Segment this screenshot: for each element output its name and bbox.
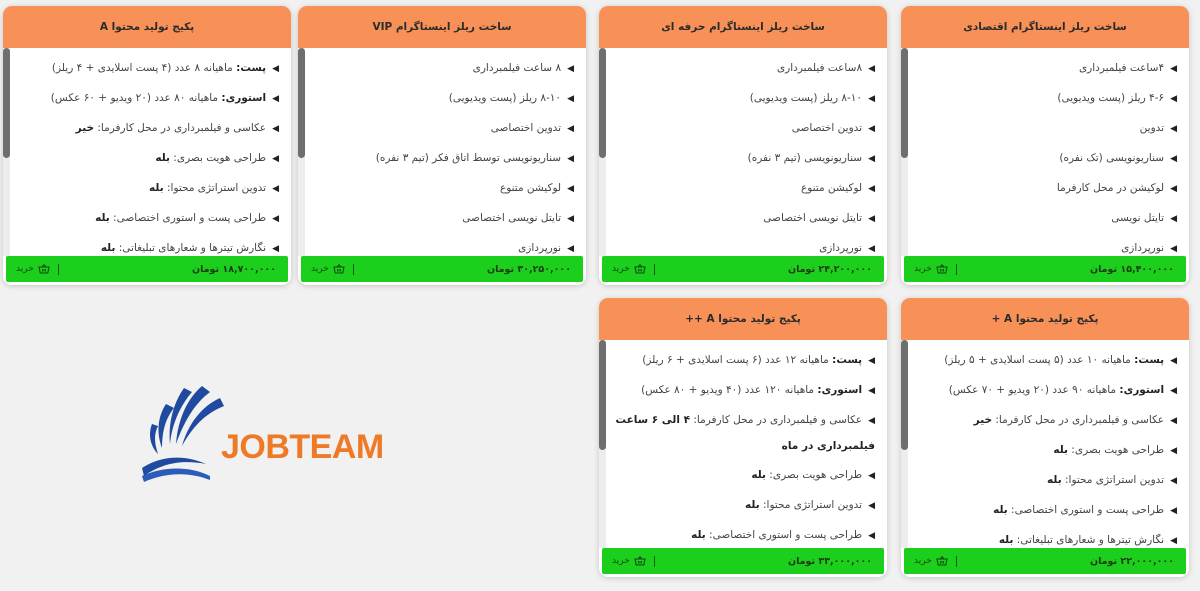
bullet-arrow-icon: ◀: [1170, 416, 1177, 426]
scrollbar[interactable]: [3, 48, 10, 256]
feature-key: استوری:: [221, 92, 267, 104]
bullet-arrow-icon: ◀: [1170, 94, 1177, 104]
feature-key: پست:: [1134, 354, 1165, 366]
buy-label: خرید: [311, 264, 329, 274]
feature-text: ماهیانه ۸۰ عدد (۲۰ ویدیو + ۶۰ عکس): [50, 92, 222, 104]
card-body: [298, 48, 586, 256]
feature-text: عکاسی و فیلمبرداری در محل کارفرما:: [992, 414, 1165, 426]
bullet-arrow-icon: ◀: [868, 154, 875, 164]
feature-item: [915, 376, 1177, 406]
feature-list: [599, 48, 887, 256]
feature-text: تدوین اختصاصی: [490, 122, 562, 134]
jobteam-logo: [140, 384, 390, 488]
bullet-arrow-icon: ◀: [868, 386, 875, 396]
feature-text: ۸-۱۰ ریلز (پست ویدیویی): [448, 92, 562, 104]
feature-text: طراحی هویت بصری:: [765, 469, 863, 481]
feature-item: [613, 234, 875, 256]
bullet-arrow-icon: ◀: [1170, 124, 1177, 134]
feature-text: ماهیانه ۱۲۰ عدد (۴۰ ویدیو + ۸۰ عکس): [641, 384, 818, 396]
basket-icon: [936, 556, 948, 566]
feature-item: [915, 406, 1177, 436]
feature-item: [613, 144, 875, 174]
bullet-arrow-icon: ◀: [1170, 536, 1177, 546]
feature-value: بله: [998, 534, 1014, 546]
feature-text: ۸ ساعت فیلمبرداری: [472, 62, 562, 74]
feature-item: [613, 54, 875, 84]
feature-value: بله: [149, 182, 164, 194]
price: ۲۲,۰۰۰,۰۰۰ تومان: [1090, 555, 1174, 567]
bullet-arrow-icon: ◀: [1170, 214, 1177, 224]
card-title: ساخت ریلز اینستاگرام VIP: [298, 6, 586, 48]
pricing-card-content-a-plus-plus: [599, 298, 887, 577]
feature-text: تدوین استراتژی محتوا:: [1061, 474, 1165, 486]
feature-item: [613, 174, 875, 204]
feature-item: [17, 84, 279, 114]
bullet-arrow-icon: ◀: [272, 64, 279, 74]
feature-value: ۴ الی ۶ ساعت فیلمبرداری در ماه: [615, 414, 875, 452]
feature-item: [613, 376, 875, 406]
feature-list: [298, 48, 586, 256]
bullet-arrow-icon: ◀: [1170, 184, 1177, 194]
feature-list: [599, 340, 887, 548]
bullet-arrow-icon: ◀: [567, 64, 574, 74]
pricing-card-reels-vip: [298, 6, 586, 285]
bullet-arrow-icon: ◀: [1170, 506, 1177, 516]
feature-text: ماهیانه ۸ عدد (۴ پست اسلایدی + ۴ ریلز): [51, 62, 237, 74]
bullet-arrow-icon: ◀: [567, 244, 574, 254]
feature-text: طراحی هویت بصری:: [1067, 444, 1165, 456]
feature-text: نورپردازی: [518, 242, 562, 254]
basket-icon: [634, 556, 646, 566]
feature-value: بله: [751, 469, 766, 481]
separator: [956, 264, 957, 275]
buy-label: خرید: [914, 556, 932, 566]
bullet-arrow-icon: ◀: [1170, 476, 1177, 486]
buy-button[interactable]: [311, 264, 354, 275]
card-footer: [602, 548, 884, 574]
feature-text: لوکیشن متنوع: [800, 182, 863, 194]
scrollbar-thumb[interactable]: [901, 340, 908, 450]
buy-label: خرید: [16, 264, 34, 274]
bullet-arrow-icon: ◀: [567, 184, 574, 194]
bullet-arrow-icon: ◀: [567, 124, 574, 134]
feature-text: عکاسی و فیلمبرداری در محل کارفرما:: [690, 414, 863, 426]
feature-text: ۴-۶ ریلز (پست ویدیویی): [1057, 92, 1165, 104]
feature-item: [613, 521, 875, 548]
feature-list: [901, 340, 1189, 548]
feature-item: [915, 526, 1177, 548]
feature-text: ماهیانه ۱۰ عدد (۵ پست اسلایدی + ۵ ریلز): [944, 354, 1135, 366]
price: ۱۵,۴۰۰,۰۰۰ تومان: [1090, 263, 1174, 275]
bullet-arrow-icon: ◀: [272, 184, 279, 194]
buy-label: خرید: [914, 264, 932, 274]
separator: [353, 264, 354, 275]
feature-text: تدوین استراتژی محتوا:: [759, 499, 863, 511]
feature-text: نگارش تیترها و شعارهای تبلیغاتی:: [1013, 534, 1165, 546]
feature-item: [613, 491, 875, 521]
feature-key: استوری:: [1119, 384, 1165, 396]
price: ۳۳,۰۰۰,۰۰۰ تومان: [788, 555, 872, 567]
feature-item: [312, 234, 574, 256]
scrollbar[interactable]: [599, 48, 606, 256]
separator: [58, 264, 59, 275]
feature-item: [17, 114, 279, 144]
buy-button[interactable]: [914, 264, 957, 275]
basket-icon: [38, 264, 50, 274]
price: ۳۰,۲۵۰,۰۰۰ تومان: [487, 263, 571, 275]
feature-text: تایتل نویسی اختصاصی: [462, 212, 562, 224]
scrollbar[interactable]: [298, 48, 305, 256]
feature-text: لوکیشن متنوع: [499, 182, 562, 194]
feature-text: طراحی هویت بصری:: [169, 152, 267, 164]
feature-value: بله: [993, 504, 1008, 516]
feature-text: سناریونویسی (تک نفره): [1059, 152, 1165, 164]
feature-text: ماهیانه ۹۰ عدد (۲۰ ویدیو + ۷۰ عکس): [948, 384, 1120, 396]
price: ۱۸,۷۰۰,۰۰۰ تومان: [192, 263, 276, 275]
feature-text: نورپردازی: [1121, 242, 1165, 254]
feature-item: [312, 174, 574, 204]
feature-item: [915, 84, 1177, 114]
feature-text: ۸ساعت فیلمبرداری: [776, 62, 863, 74]
feature-value: بله: [100, 242, 116, 254]
bullet-arrow-icon: ◀: [1170, 64, 1177, 74]
feature-item: [312, 84, 574, 114]
card-body: [599, 340, 887, 548]
buy-label: خرید: [612, 264, 630, 274]
feature-item: [915, 144, 1177, 174]
card-footer: [904, 256, 1186, 282]
feature-text: ۸-۱۰ ریلز (پست ویدیویی): [749, 92, 863, 104]
bullet-arrow-icon: ◀: [868, 356, 875, 366]
feature-item: [312, 204, 574, 234]
feature-item: [17, 144, 279, 174]
bullet-arrow-icon: ◀: [868, 124, 875, 134]
feature-item: [17, 234, 279, 256]
feature-item: [613, 346, 875, 376]
basket-icon: [333, 264, 345, 274]
feature-text: عکاسی و فیلمبرداری در محل کارفرما:: [94, 122, 267, 134]
bullet-arrow-icon: ◀: [868, 531, 875, 541]
buy-button[interactable]: [612, 264, 655, 275]
feature-item: [613, 204, 875, 234]
feature-text: تدوین: [1139, 122, 1165, 134]
bullet-arrow-icon: ◀: [272, 244, 279, 254]
card-footer: [602, 256, 884, 282]
feature-key: پست:: [236, 62, 267, 74]
feature-value: بله: [691, 529, 706, 541]
feature-text: ۴ساعت فیلمبرداری: [1078, 62, 1165, 74]
price: ۲۴,۲۰۰,۰۰۰ تومان: [788, 263, 872, 275]
feature-key: استوری:: [817, 384, 863, 396]
scrollbar-thumb[interactable]: [599, 48, 606, 158]
feature-text: سناریونویسی (تیم ۳ نفره): [747, 152, 863, 164]
bullet-arrow-icon: ◀: [567, 214, 574, 224]
feature-list: [3, 48, 291, 256]
separator: [956, 556, 957, 567]
bullet-arrow-icon: ◀: [1170, 446, 1177, 456]
card-footer: [301, 256, 583, 282]
bullet-arrow-icon: ◀: [868, 184, 875, 194]
card-title: پکیج تولید محتوا A +: [901, 298, 1189, 340]
feature-item: [17, 204, 279, 234]
pricing-card-content-a-plus: [901, 298, 1189, 577]
bullet-arrow-icon: ◀: [272, 94, 279, 104]
bullet-arrow-icon: ◀: [868, 244, 875, 254]
bullet-arrow-icon: ◀: [868, 64, 875, 74]
feature-text: تایتل نویسی: [1111, 212, 1165, 224]
basket-icon: [936, 264, 948, 274]
card-body: [901, 48, 1189, 256]
scrollbar-thumb[interactable]: [901, 48, 908, 158]
bullet-arrow-icon: ◀: [567, 154, 574, 164]
card-body: [599, 48, 887, 256]
feature-item: [312, 54, 574, 84]
feature-key: پست:: [832, 354, 863, 366]
buy-button[interactable]: [914, 556, 957, 567]
feature-list: [901, 48, 1189, 256]
feature-item: [915, 204, 1177, 234]
feature-text: نورپردازی: [819, 242, 863, 254]
feature-text: طراحی پست و استوری اختصاصی:: [705, 529, 863, 541]
feature-item: [312, 144, 574, 174]
feature-item: [915, 436, 1177, 466]
feature-text: تدوین اختصاصی: [791, 122, 863, 134]
scrollbar[interactable]: [901, 48, 908, 256]
buy-button[interactable]: [16, 264, 59, 275]
feature-item: [915, 496, 1177, 526]
pricing-card-content-a: [3, 6, 291, 285]
feature-item: [915, 466, 1177, 496]
feature-value: بله: [1053, 444, 1068, 456]
feature-item: [915, 114, 1177, 144]
bullet-arrow-icon: ◀: [272, 124, 279, 134]
card-title: ساخت ریلز اینستاگرام حرفه ای: [599, 6, 887, 48]
bullet-arrow-icon: ◀: [868, 416, 875, 426]
card-title: پکیج تولید محتوا A ++: [599, 298, 887, 340]
card-body: [901, 340, 1189, 548]
feature-value: خیر: [75, 122, 95, 134]
bullet-arrow-icon: ◀: [868, 471, 875, 481]
scrollbar[interactable]: [901, 340, 908, 548]
basket-icon: [634, 264, 646, 274]
feature-item: [17, 174, 279, 204]
separator: [654, 556, 655, 567]
feature-item: [613, 461, 875, 491]
scrollbar-thumb[interactable]: [298, 48, 305, 158]
feature-text: سناریونویسی توسط اتاق فکر (تیم ۳ نفره): [375, 152, 562, 164]
feature-value: بله: [745, 499, 760, 511]
feature-item: [17, 54, 279, 84]
feature-text: ماهیانه ۱۲ عدد (۶ پست اسلایدی + ۶ ریلز): [642, 354, 833, 366]
feature-text: طراحی پست و استوری اختصاصی:: [1007, 504, 1165, 516]
buy-label: خرید: [612, 556, 630, 566]
card-title: ساخت ریلز اینستاگرام اقتصادی: [901, 6, 1189, 48]
bullet-arrow-icon: ◀: [567, 94, 574, 104]
feature-item: [915, 346, 1177, 376]
bullet-arrow-icon: ◀: [1170, 386, 1177, 396]
pricing-card-reels-pro: [599, 6, 887, 285]
feature-value: بله: [155, 152, 170, 164]
separator: [654, 264, 655, 275]
feature-text: نگارش تیترها و شعارهای تبلیغاتی:: [115, 242, 267, 254]
pricing-card-reels-economy: [901, 6, 1189, 285]
card-title: پکیج تولید محتوا A: [3, 6, 291, 48]
feature-item: [613, 406, 875, 461]
feature-item: [312, 114, 574, 144]
feature-text: تایتل نویسی اختصاصی: [763, 212, 863, 224]
feature-item: [613, 84, 875, 114]
feature-item: [915, 54, 1177, 84]
bullet-arrow-icon: ◀: [272, 214, 279, 224]
scrollbar-thumb[interactable]: [3, 48, 10, 158]
scrollbar-thumb[interactable]: [599, 340, 606, 450]
scrollbar[interactable]: [599, 340, 606, 548]
card-footer: [904, 548, 1186, 574]
feature-text: تدوین استراتژی محتوا:: [163, 182, 267, 194]
feature-item: [915, 234, 1177, 256]
feature-text: لوکیشن در محل کارفرما: [1056, 182, 1165, 194]
feature-item: [915, 174, 1177, 204]
brand-name: JOBTEAM: [221, 428, 384, 466]
card-body: [3, 48, 291, 256]
bullet-arrow-icon: ◀: [272, 154, 279, 164]
bullet-arrow-icon: ◀: [1170, 244, 1177, 254]
feature-item: [613, 114, 875, 144]
card-footer: [6, 256, 288, 282]
feature-value: خیر: [973, 414, 993, 426]
bullet-arrow-icon: ◀: [1170, 154, 1177, 164]
feature-value: بله: [95, 212, 110, 224]
buy-button[interactable]: [612, 556, 655, 567]
bullet-arrow-icon: ◀: [868, 94, 875, 104]
bullet-arrow-icon: ◀: [868, 501, 875, 511]
bullet-arrow-icon: ◀: [868, 214, 875, 224]
bullet-arrow-icon: ◀: [1170, 356, 1177, 366]
feature-value: بله: [1047, 474, 1062, 486]
feature-text: طراحی پست و استوری اختصاصی:: [109, 212, 267, 224]
